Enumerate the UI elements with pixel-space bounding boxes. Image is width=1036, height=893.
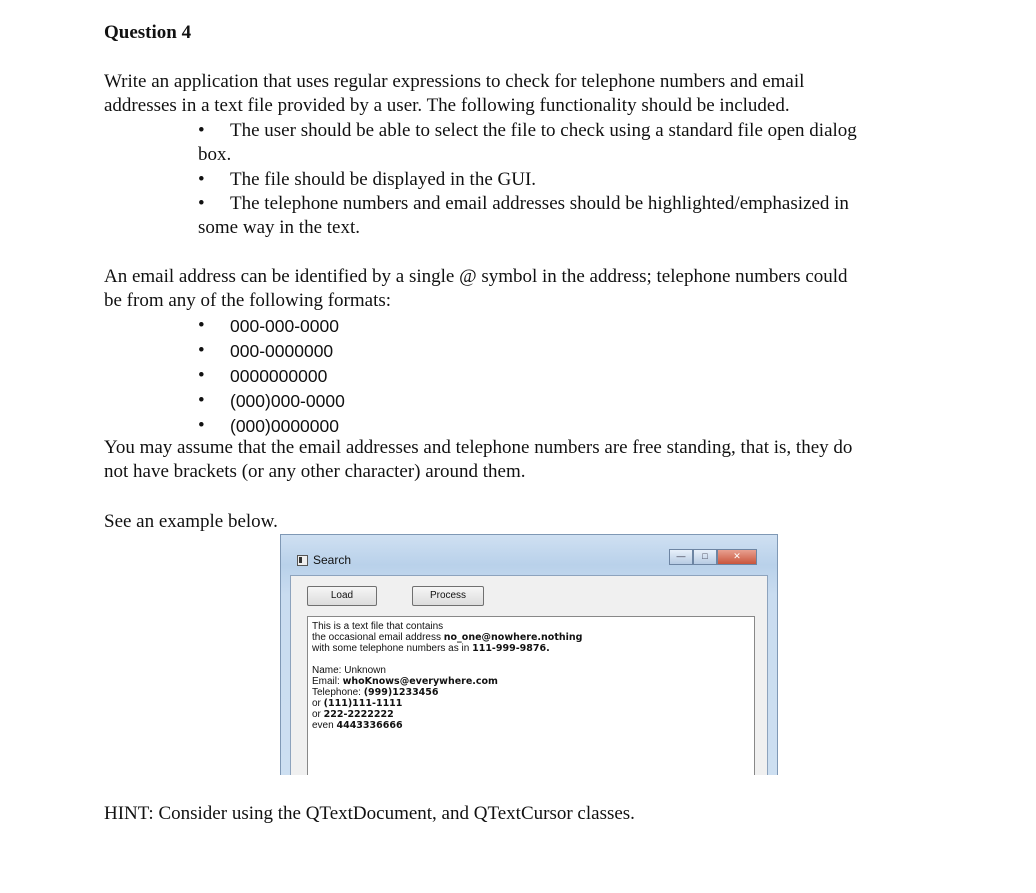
assumption-line-2: not have brackets (or any other character) around them. bbox=[104, 461, 526, 482]
plain-text: with some telephone numbers as in bbox=[312, 643, 473, 654]
plain-text: even bbox=[312, 720, 337, 731]
text-line bbox=[312, 698, 750, 709]
app-icon bbox=[297, 555, 308, 566]
text-line: This is a text file that contains bbox=[312, 621, 444, 632]
text-line bbox=[312, 687, 750, 698]
requirement-text: The telephone numbers and email addresses should be highlighted/emphasized in bbox=[230, 193, 849, 214]
question-title: Question 4 bbox=[104, 22, 192, 43]
assumption-paragraph bbox=[104, 436, 954, 484]
plain-text: Telephone: bbox=[312, 687, 364, 698]
process-button[interactable]: Process bbox=[412, 586, 484, 606]
requirement-item bbox=[198, 192, 958, 216]
load-button[interactable]: Load bbox=[307, 586, 377, 606]
format-text: 0000000000 bbox=[230, 366, 328, 386]
text-line bbox=[312, 643, 750, 654]
formats-intro-line-2: be from any of the following formats: bbox=[104, 290, 392, 311]
text-line bbox=[312, 720, 750, 731]
window-client-area bbox=[290, 575, 768, 775]
bullet-icon: • bbox=[198, 415, 205, 436]
file-text-display[interactable] bbox=[307, 616, 755, 775]
requirements-list-cont bbox=[198, 168, 958, 216]
format-text: 000-000-0000 bbox=[230, 316, 339, 336]
bullet-icon: • bbox=[198, 193, 205, 214]
text-line: Name: Unknown bbox=[312, 665, 386, 676]
bullet-icon: • bbox=[198, 390, 205, 411]
highlighted-email: whoKnows@everywhere.com bbox=[342, 676, 498, 687]
window-controls bbox=[669, 549, 757, 565]
highlighted-phone: 4443336666 bbox=[336, 720, 403, 731]
requirement-item bbox=[198, 119, 958, 143]
example-intro: See an example below. bbox=[104, 511, 278, 532]
example-window bbox=[280, 534, 778, 775]
text-line bbox=[312, 676, 750, 687]
highlighted-phone: 111-999-9876. bbox=[472, 643, 550, 654]
format-text: 000-0000000 bbox=[230, 341, 334, 361]
format-item bbox=[198, 364, 958, 389]
highlighted-phone: (999)1233456 bbox=[363, 687, 439, 698]
bullet-icon: • bbox=[198, 169, 205, 190]
plain-text: Email: bbox=[312, 676, 343, 687]
requirement-continuation: some way in the text. bbox=[198, 217, 360, 238]
highlighted-phone: 222-2222222 bbox=[323, 709, 394, 720]
bullet-icon: • bbox=[198, 120, 205, 141]
minimize-icon[interactable]: — bbox=[669, 549, 693, 565]
format-text: (000)0000000 bbox=[230, 416, 339, 436]
maximize-icon[interactable]: □ bbox=[693, 549, 717, 565]
formats-list bbox=[198, 314, 958, 439]
intro-line-1: Write an application that uses regular expressions to check for telephone numbers and email bbox=[104, 71, 805, 92]
assumption-line-1: You may assume that the email addresses and telephone numbers are free standing, that is, they do bbox=[104, 437, 853, 458]
plain-text: or bbox=[312, 698, 324, 709]
blank-line bbox=[312, 654, 750, 665]
requirement-continuation: box. bbox=[198, 144, 232, 165]
close-icon[interactable]: ✕ bbox=[717, 549, 757, 565]
highlighted-email: no_one@nowhere.nothing bbox=[443, 632, 583, 643]
requirement-item bbox=[198, 168, 958, 192]
hint-text: HINT: Consider using the QTextDocument, and QTextCursor classes. bbox=[104, 803, 635, 824]
text-line bbox=[312, 632, 750, 643]
window-title-bar bbox=[297, 553, 351, 567]
bullet-icon: • bbox=[198, 365, 205, 386]
format-item bbox=[198, 314, 958, 339]
formats-intro-line-1: An email address can be identified by a single @ symbol in the address; telephone numbers could bbox=[104, 266, 848, 287]
requirements-list bbox=[198, 119, 958, 143]
plain-text: the occasional email address bbox=[312, 632, 444, 643]
format-text: (000)000-0000 bbox=[230, 391, 345, 411]
requirement-text: The file should be displayed in the GUI. bbox=[230, 169, 537, 190]
format-item bbox=[198, 389, 958, 414]
intro-line-2: addresses in a text file provided by a user. The following functionality should be included. bbox=[104, 95, 790, 116]
plain-text: or bbox=[312, 709, 324, 720]
formats-intro bbox=[104, 265, 954, 313]
format-item bbox=[198, 339, 958, 364]
bullet-icon: • bbox=[198, 340, 205, 361]
window-title: Search bbox=[313, 553, 352, 567]
text-line bbox=[312, 709, 750, 720]
bullet-icon: • bbox=[198, 315, 205, 336]
requirement-text: The user should be able to select the file to check using a standard file open dialog bbox=[230, 120, 857, 141]
highlighted-phone: (111)111-1111 bbox=[323, 698, 403, 709]
intro-paragraph bbox=[104, 70, 954, 118]
